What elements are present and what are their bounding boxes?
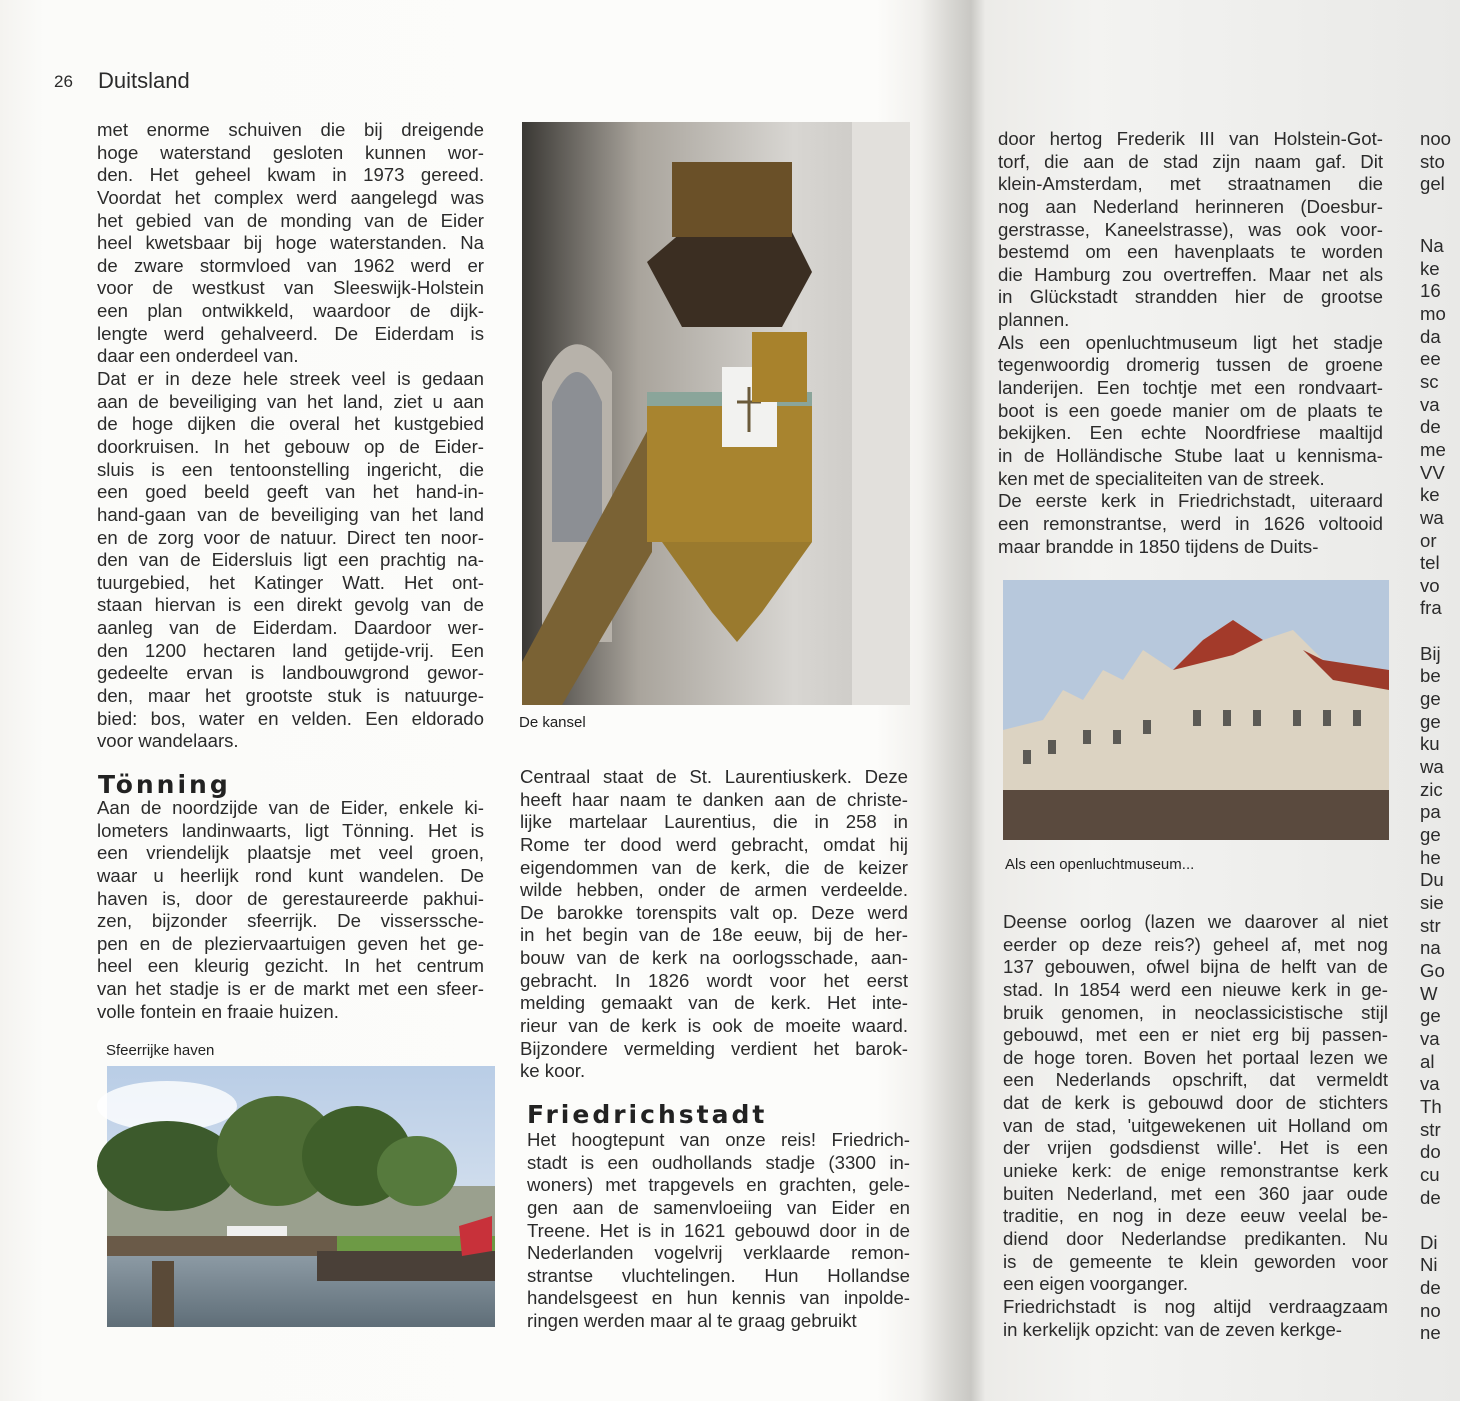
text-fragment: he <box>1420 846 1441 868</box>
text-line: Voordat het complex werd aangelegd was <box>97 186 484 208</box>
text-fragment: na <box>1420 937 1441 959</box>
text-line: in kerkelijk opzicht: van de zeven kerkge- <box>1003 1318 1342 1340</box>
text-line: buiten Nederland, met een 360 jaar oude <box>1003 1182 1388 1204</box>
text-line: bestemd om een havenplaats te worden <box>998 241 1383 263</box>
paragraph <box>97 797 484 1023</box>
text-fragment: Go <box>1420 959 1445 981</box>
text-fragment: wa <box>1420 506 1444 528</box>
text-line: pen en de pleziervaartuigen geven het ge- <box>97 932 484 954</box>
text-line: Friedrichstadt is nog altijd verdraagzaam <box>1003 1295 1388 1317</box>
text-line: de hoge toren. Boven het portaal lezen we <box>1003 1046 1388 1068</box>
text-line: Als een openluchtmuseum ligt het stadje <box>998 331 1383 353</box>
text-line: den. Het geheel kwam in 1973 gereed. <box>97 164 484 186</box>
page-number: 26 <box>54 72 73 91</box>
text-line: Dat er in deze hele streek veel is gedaan <box>97 368 484 390</box>
text-line: rieur van de kerk is ook de moeite waard. <box>520 1015 908 1037</box>
right-column-top-text <box>998 128 1383 558</box>
text-line: hand-gaan van de beveiliging van het land <box>97 503 484 525</box>
cut-off-column-fragments <box>1420 128 1460 1345</box>
text-line: ringen werden maar al te graag gebruikt <box>527 1310 857 1332</box>
paragraph <box>1003 1296 1388 1341</box>
left-column-text <box>97 119 484 753</box>
paragraph <box>97 368 484 753</box>
text-line: landerijen. Een tochtje met een rondvaart- <box>998 377 1383 399</box>
text-fragment: de <box>1420 416 1441 438</box>
text-line: plannen. <box>998 309 1070 331</box>
text-line: ke koor. <box>520 1060 586 1082</box>
text-fragment: cu <box>1420 1163 1440 1185</box>
section-heading-friedrichstadt: Friedrichstadt <box>527 1100 768 1129</box>
text-line: Het hoogtepunt van onze reis! Friedrich- <box>527 1129 910 1150</box>
text-line: in de Holländische Stube laat u kennisma- <box>998 444 1383 466</box>
text-line: Treene. Het is in 1621 gebouwd door in de <box>527 1219 910 1241</box>
text-line: strantse vluchtelingen. Hun Hollandse <box>527 1264 910 1286</box>
text-line: klein-Amsterdam, met straatnamen die <box>998 173 1383 195</box>
text-line: den 1200 hectaren land getijde-vrij. Een <box>97 639 484 661</box>
text-fragment: gel <box>1420 173 1445 195</box>
text-line: De eerste kerk in Friedrichstadt, uiteraard <box>998 490 1383 512</box>
text-fragment: vo <box>1420 574 1440 596</box>
text-fragment: va <box>1420 1073 1440 1095</box>
text-line: een Nederlands opschrift, dat vermeldt <box>1003 1069 1388 1091</box>
text-line: eerder op deze reis?) geheel af, met nog <box>1003 933 1388 955</box>
text-fragment: Th <box>1420 1095 1442 1117</box>
text-line: gen aan de samenvloeiing van Eider en <box>527 1196 910 1218</box>
text-line: tegenwoordig dromerig tussen de groene <box>998 354 1383 376</box>
text-line: met enorme schuiven die bij dreigende <box>97 119 484 140</box>
text-line: tuurgebied, het Katinger Watt. Het ont- <box>97 571 484 593</box>
text-line: van de stad, 'uitgewekenen uit Holland om <box>1003 1114 1388 1136</box>
text-fragment: va <box>1420 1027 1440 1049</box>
text-line: stad. In 1854 werd een nieuwe kerk in ge- <box>1003 978 1388 1000</box>
text-line: bied: bos, water en velden. Een eldorado <box>97 707 484 729</box>
text-fragment: zic <box>1420 778 1443 800</box>
text-line: een goed beeld geeft van het hand-in- <box>97 481 484 503</box>
text-line: heeft haar naam te danken aan de christe- <box>520 788 908 810</box>
text-line: is de gemeente te klein geworden voor <box>1003 1250 1388 1272</box>
text-line: bouw van de kerk na oorlogsschade, aan- <box>520 947 908 969</box>
text-line: van het stadje is er de markt met een sfeer- <box>97 978 484 1000</box>
text-line: Aan de noordzijde van de Eider, enkele ki- <box>97 797 484 818</box>
text-line: den, maar het grootste stuk is natuurge- <box>97 685 484 707</box>
photo-caption-haven: Sfeerrijke haven <box>106 1042 215 1059</box>
text-fragment: Na <box>1420 234 1444 256</box>
text-line: voor de westkust van Sleeswijk-Holstein <box>97 277 484 299</box>
text-fragment: no <box>1420 1299 1441 1321</box>
paragraph <box>998 128 1383 332</box>
text-fragment: fra <box>1420 597 1442 619</box>
text-line: heel kwetsbaar bij hoge waterstanden. Na <box>97 232 484 254</box>
text-line: heel een kleurig gezicht. In het centrum <box>97 955 484 977</box>
text-fragment: ge <box>1420 688 1441 710</box>
text-fragment: ee <box>1420 348 1441 370</box>
text-fragment: tel <box>1420 552 1440 574</box>
paragraph <box>998 332 1383 490</box>
text-line: ken met de specialiteiten van de streek. <box>998 467 1325 489</box>
photo-caption-openluchtmuseum: Als een openluchtmuseum... <box>1005 856 1195 873</box>
running-title: Duitsland <box>98 68 190 93</box>
text-line: Rome ter dood werd gebracht, omdat hij <box>520 833 908 855</box>
text-line: melding gemaakt van de kerk. Het inte- <box>520 992 908 1014</box>
text-line: door hertog Frederik III van Holstein-Got- <box>998 128 1383 149</box>
text-line: hoge waterstand gesloten kunnen wor- <box>97 141 484 163</box>
text-fragment: ge <box>1420 824 1441 846</box>
text-line: waar u heerlijk rond kunt wandelen. De <box>97 864 484 886</box>
text-line: der vrijen godsdienst wille'. Het is een <box>1003 1137 1388 1159</box>
text-line: woners) met trapgevels en grachten, gele- <box>527 1174 910 1196</box>
text-line: wilde hebben, onder de armen verdeelde. <box>520 879 908 901</box>
text-fragment: wa <box>1420 756 1444 778</box>
text-line: gerstrasse, Kaneelstrasse), was ook voor- <box>998 218 1383 240</box>
text-line: de hoge dijken die overal het kustgebied <box>97 413 484 435</box>
text-line: zen, bijzonder sfeerrijk. De visserssche- <box>97 910 484 932</box>
text-line: stadt is een oudhollands stadje (3300 in- <box>527 1151 910 1173</box>
text-fragment: ge <box>1420 710 1441 732</box>
text-line: daar een onderdeel van. <box>97 345 299 367</box>
photo-harbour <box>107 1066 495 1327</box>
text-fragment: ku <box>1420 733 1440 755</box>
photo-caption-kansel: De kansel <box>519 714 586 731</box>
text-fragment: ke <box>1420 257 1440 279</box>
text-fragment: mo <box>1420 302 1446 324</box>
text-fragment: Bij <box>1420 642 1441 664</box>
tonning-text <box>97 797 484 1023</box>
text-fragment: va <box>1420 393 1440 415</box>
text-line: boot is een goede manier om de plaats te <box>998 399 1383 421</box>
paragraph <box>527 1129 910 1333</box>
paragraph <box>1003 911 1388 1296</box>
text-fragment: noo <box>1420 128 1452 149</box>
text-line: gedeelte ervan is landbouwgrond gewor- <box>97 662 484 684</box>
text-fragment: de <box>1420 1186 1441 1208</box>
text-line: de zware stormvloed van 1962 werd er <box>97 254 484 276</box>
text-line: Centraal staat de St. Laurentiuskerk. Deze <box>520 766 908 787</box>
text-fragment: al <box>1420 1050 1435 1072</box>
text-line: staan hiervan is een direkt gevolg van de <box>97 594 484 616</box>
text-line: lengte werd gehalveerd. De Eiderdam is <box>97 322 484 344</box>
text-line: bekijken. Een echte Noordfriese maaltijd <box>998 422 1383 444</box>
text-line: Bijzondere vermelding verdient het barok- <box>520 1037 908 1059</box>
text-fragment: sie <box>1420 891 1444 913</box>
text-line: aan de beveiliging van het land, ziet u aan <box>97 390 484 412</box>
text-line: gebouwd, met een er niet erg bij passen- <box>1003 1024 1388 1046</box>
paragraph <box>520 766 908 1083</box>
text-line: den van de Eidersluis ligt een prachtig na- <box>97 549 484 571</box>
text-line: een vriendelijk plaatsje met veel groen, <box>97 842 484 864</box>
text-fragment: sto <box>1420 150 1445 172</box>
text-fragment: da <box>1420 325 1441 347</box>
text-line: in het begin van de 18e eeuw, bij de her- <box>520 924 908 946</box>
text-fragment: str <box>1420 1118 1441 1140</box>
text-fragment: or <box>1420 529 1437 551</box>
text-line: een eigen voorganger. <box>1003 1273 1189 1295</box>
text-line: Nederlanden vogelvrij verklaarde remon- <box>527 1242 910 1264</box>
text-fragment: ge <box>1420 1005 1441 1027</box>
text-line: torf, die aan de stad zijn naam gaf. Dit <box>998 150 1383 172</box>
text-line: diend door Nederlandse predikanten. Nu <box>1003 1227 1388 1249</box>
text-fragment: be <box>1420 665 1441 687</box>
text-line: traditie, en nog in deze eeuw veelal be- <box>1003 1205 1388 1227</box>
text-fragment: sc <box>1420 370 1439 392</box>
text-line: Deense oorlog (lazen we daarover al niet <box>1003 911 1388 932</box>
text-line: volle fontein en fraaie huizen. <box>97 1000 339 1022</box>
text-fragment: Du <box>1420 869 1444 891</box>
text-fragment: Di <box>1420 1231 1438 1253</box>
text-line: en de zorg voor de natuur. Direct ten noor- <box>97 526 484 548</box>
text-line: bruik genomen, in neoclassicistische stijl <box>1003 1001 1388 1023</box>
text-line: aanleg van de Eiderdam. Daardoor wer- <box>97 617 484 639</box>
text-fragment: ke <box>1420 484 1440 506</box>
text-line: lometers landinwaarts, ligt Tönning. Het is <box>97 819 484 841</box>
section-heading-tonning: Tönning <box>98 770 231 799</box>
text-line: dat de kerk is gebouwd door de stichters <box>1003 1092 1388 1114</box>
text-fragment: Ni <box>1420 1254 1438 1276</box>
text-fragment: W <box>1420 982 1438 1004</box>
paragraph <box>998 490 1383 558</box>
text-line: gebracht. In 1826 wordt voor het eerst <box>520 969 908 991</box>
photo-pulpit <box>522 122 910 705</box>
right-column-bottom-text <box>1003 911 1388 1341</box>
text-fragment: str <box>1420 914 1441 936</box>
friedrichstadt-text <box>527 1129 910 1333</box>
photo-gabled-houses <box>1003 580 1389 840</box>
laurentiuskerk-text <box>520 766 908 1083</box>
text-line: sluis is een tentoonstelling ingericht, die <box>97 458 484 480</box>
text-line: lijke martelaar Laurentius, die in 258 in <box>520 811 908 833</box>
text-fragment: VV <box>1420 461 1445 483</box>
paragraph <box>97 119 484 368</box>
text-line: nog aan Nederland herinneren (Doesbur- <box>998 195 1383 217</box>
text-line: voor wandelaars. <box>97 730 239 752</box>
text-fragment: do <box>1420 1141 1441 1163</box>
text-fragment: ne <box>1420 1322 1441 1344</box>
text-line: een remonstrantse, werd in 1626 voltooid <box>998 512 1383 534</box>
text-fragment: de <box>1420 1277 1441 1299</box>
text-line: doorkruisen. In het gebouw op de Eider- <box>97 435 484 457</box>
text-fragment: pa <box>1420 801 1441 823</box>
text-line: eigendommen van de kerk, die de keizer <box>520 856 908 878</box>
text-fragment: me <box>1420 438 1446 460</box>
text-line: De barokke torenspits valt op. Deze werd <box>520 901 908 923</box>
text-line: maar brandde in 1850 tijdens de Duits- <box>998 535 1319 557</box>
text-line: 137 gebouwen, ofwel bijna de helft van de <box>1003 956 1388 978</box>
text-fragment: 16 <box>1420 280 1441 302</box>
text-line: handelsgeest en hun kennis van inpolde- <box>527 1287 910 1309</box>
text-line: die Hamburg zou overtreffen. Maar net als <box>998 263 1383 285</box>
text-line: het gebied van de monding van de Eider <box>97 209 484 231</box>
text-line: unieke kerk: de enige remonstrantse kerk <box>1003 1160 1388 1182</box>
text-line: in Glückstadt strandden hier de grootse <box>998 286 1383 308</box>
text-line: een plan ontwikkeld, waardoor de dijk- <box>97 300 484 322</box>
text-line: haven is, door de gerestaureerde pakhui- <box>97 887 484 909</box>
